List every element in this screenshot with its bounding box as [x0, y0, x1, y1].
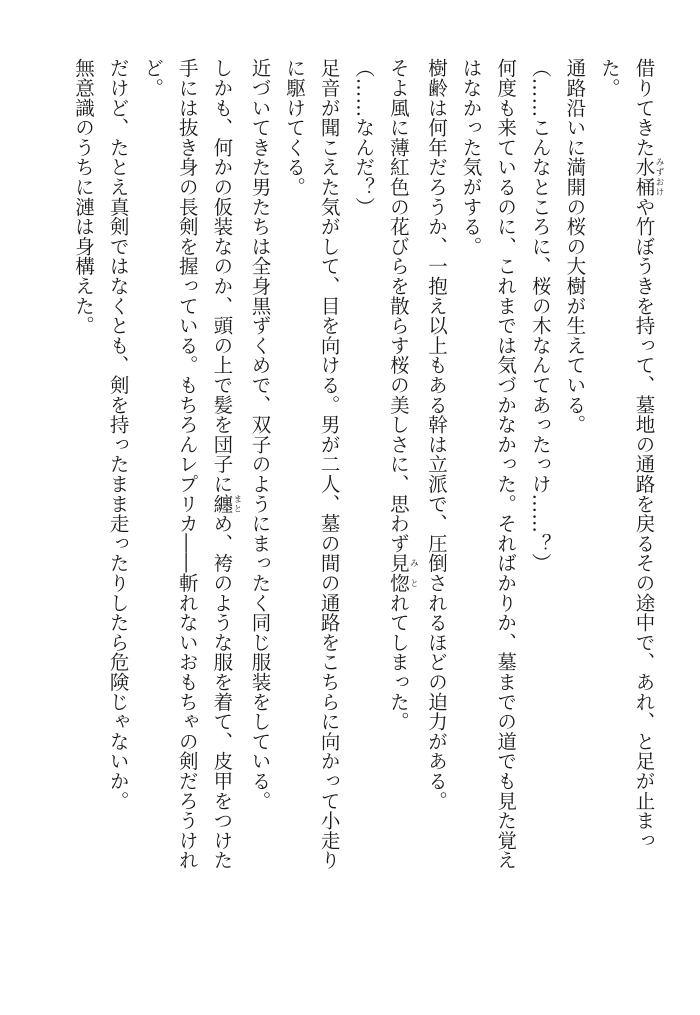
text-line-4: （……こんなところに、桜の木なんてあったっけ……？）	[528, 58, 552, 573]
text-line-1: 借りてきた水桶みずおけや竹ぼうきを持って、墓地の通路を戻るその途中で、あれ、と足が止まっ	[632, 58, 664, 851]
text-line-8: そよ風に薄紅色の花びらを散らす桜の美しさに、思わず見惚みとれてしまった。	[386, 58, 419, 732]
text-line-14: 手には抜き身の長剣を握っている。もちろんレプリカ――斬れないおもちゃの剣だろうけれ	[175, 58, 199, 870]
text-line-13: しかも、何かの仮装なのか、頭の上で髪を団子に纏まとめ、袴のような服を着て、皮甲をつけた	[210, 58, 242, 870]
text-line-2: た。	[597, 58, 621, 98]
text-line-10: 足音が聞こえた気がして、目を向ける。男が二人、墓の間の通路をこちらに向かって小走り	[317, 58, 341, 870]
vertical-text-body	[65, 58, 664, 988]
text-line-11: に駆けてくる。	[283, 58, 307, 197]
text-line-17: 無意識のうちに漣は身構えた。	[72, 58, 95, 336]
text-line-12: 近づいてきた男たちは全身黒ずくめで、双子のようにまったく同じ服装をしている。	[248, 58, 272, 811]
text-line-15: ど。	[141, 58, 165, 98]
ruby-mato: 纏まと	[210, 493, 242, 514]
ruby-mito: 見惚みと	[386, 553, 419, 593]
text-line-9: （……なんだ？）	[352, 58, 376, 217]
text-line-7: 樹齢は何年だろうか、一抱え以上もある幹は立派で、圧倒されるほどの迫力がある。	[424, 58, 448, 811]
text-line-16: だけど、たとえ真剣ではなくとも、剣を持ったまま走ったりしたら危険じゃないか。	[106, 58, 130, 811]
text-line-3: 通路沿いに満開の桜の大樹が生えている。	[563, 58, 587, 435]
ruby-mizuoke: 水桶みずおけ	[632, 157, 664, 197]
text-line-5: 何度も来ているのに、これまでは気づかなかった。そればかりか、墓までの道でも見た覚え	[494, 58, 518, 870]
text-line-6: はなかった気がする。	[459, 58, 483, 256]
